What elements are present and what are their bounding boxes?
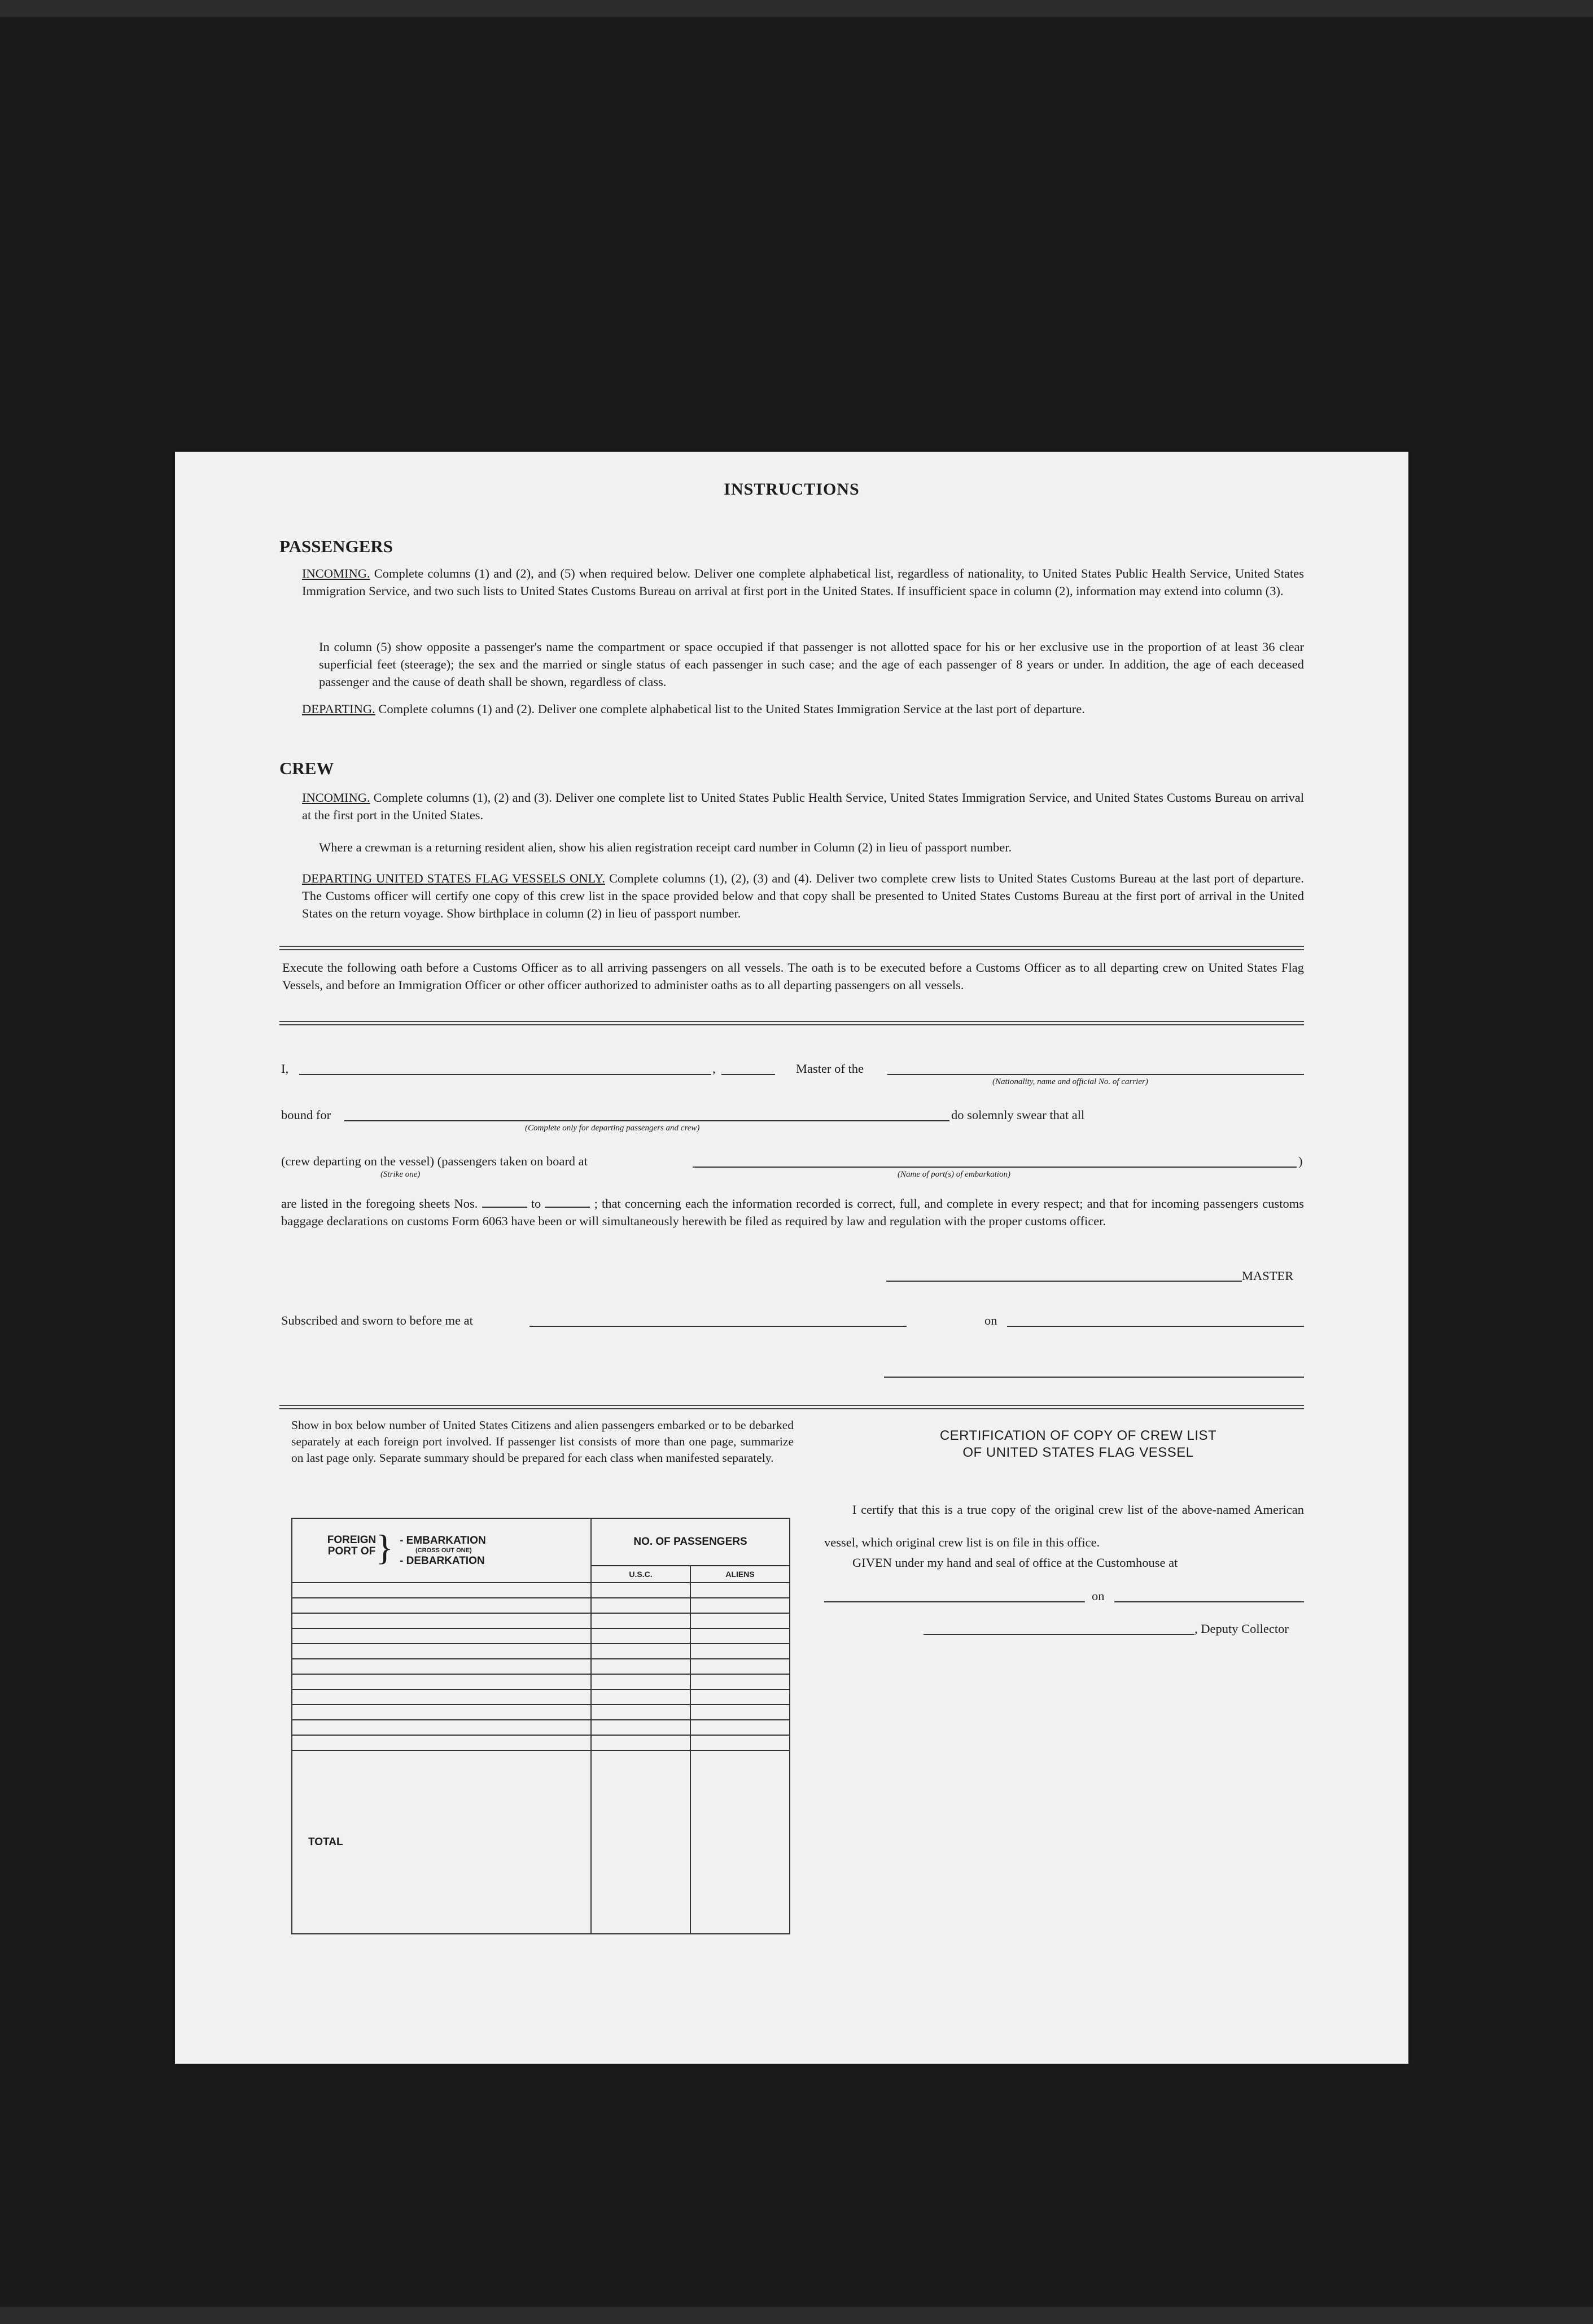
no-passengers-header: NO. OF PASSENGERS [591, 1518, 790, 1566]
crew-departing-label: DEPARTING UNITED STATES FLAG VESSELS ONLY. [302, 871, 606, 885]
page-title: INSTRUCTIONS [724, 480, 860, 499]
summary-row[interactable] [292, 1644, 790, 1659]
summary-row[interactable] [292, 1674, 790, 1689]
certification-text: I certify that this is a true copy of the original crew list of the above-named American vessel, which original crew list is on file in this office. [824, 1502, 1304, 1549]
master-name-field[interactable] [299, 1074, 711, 1075]
divider-3 [279, 1405, 1304, 1409]
summary-instructions: Show in box below number of United States Citizens and alien passengers embarked or to be debarked separately at each foreign port involved. If passenger list consists of more than one page, summarize on last page only. Separate summary should be prepared for each class when manifested separately. [291, 1418, 794, 1465]
debarkation-label: - DEBARKATION [400, 1555, 485, 1567]
listed-to: to [531, 1196, 541, 1211]
vessel-field[interactable] [887, 1074, 1304, 1075]
passengers-departing-label: DEPARTING. [302, 702, 375, 716]
bound-for-label: bound for [281, 1108, 331, 1122]
listed-text-a: are listed in the foregoing sheets Nos. [281, 1196, 478, 1211]
port-embarkation-field[interactable] [693, 1167, 1297, 1168]
port-header-cell [292, 1518, 591, 1583]
aliens-header: ALIENS [690, 1566, 790, 1583]
film-edge-bottom [0, 2307, 1593, 2324]
oath-i-label: I, [281, 1061, 289, 1076]
passengers-heading: PASSENGERS [279, 536, 393, 556]
oath-master-of: Master of the [796, 1061, 864, 1076]
passenger-summary-table [291, 1518, 790, 1934]
given-text: GIVEN under my hand and seal of office at the Customhouse at [852, 1556, 1178, 1570]
nationality-caption: (Nationality, name and official No. of carrier) [992, 1077, 1148, 1086]
crew-departing-text: Complete columns (1), (2), (3) and (4). Deliver two complete crew lists to United States Customs Bureau at the last port of departure. The Customs officer will certify one copy of this crew list in the space provided below and that copy shall be presented to United States Customs Bureau at the first port of arrival in the United States on the return voyage. Show birthplace in column (2) in lieu of passport number. [302, 871, 1304, 920]
passengers-incoming-text: Complete columns (1) and (2), and (5) when required below. Deliver one complete alphabetical list, regardless of nationality, to United States Public Health Service, United States Immigration Service, and two such lists to United States Customs Bureau on arrival at first port in the United States. If insufficient space in column (2), information may extend into column (3). [302, 566, 1305, 598]
deputy-collector-label: , Deputy Collector [1194, 1622, 1289, 1636]
certification-heading [796, 1427, 1360, 1461]
passengers-incoming-label: INCOMING. [302, 566, 370, 580]
sheet-from-field[interactable] [482, 1196, 527, 1208]
summary-row[interactable] [292, 1583, 790, 1598]
passengers-incoming-paragraph [302, 565, 1304, 600]
subscribed-place-field[interactable] [529, 1326, 907, 1327]
crew-departing-oath-text: (crew departing on the vessel) (passengers taken on board at [281, 1154, 588, 1168]
certification-date-field[interactable] [1114, 1601, 1304, 1602]
summary-row[interactable] [292, 1598, 790, 1613]
listed-text-b: ; that concerning each the information recorded is correct, full, and complete in every respect; and that for incoming passengers customs baggage declarations on customs Form 6063 have been or will simultaneously herewith be filed as required by law and regulation with the proper customs officer. [281, 1196, 1305, 1228]
summary-row[interactable] [292, 1705, 790, 1720]
total-row[interactable] [292, 1750, 790, 1934]
passengers-column5-paragraph: In column (5) show opposite a passenger's name the compartment or space occupied if that passenger is not allotted space for his or her exclusive use in the proportion of at least 36 clear superficial feet (steerage); the sex and the married or single status of each passenger in such case; and the age of each passenger of 8 years or under. In addition, the age of each deceased passenger and the cause of death shall be shown, regardless of class. [319, 640, 1304, 689]
divider-2 [279, 1021, 1304, 1025]
strike-one-caption: (Strike one) [380, 1170, 421, 1179]
summary-row[interactable] [292, 1720, 790, 1735]
oath-comma: , [712, 1061, 716, 1076]
port-caption: (Name of port(s) of embarkation) [898, 1170, 1010, 1179]
film-edge-top [0, 0, 1593, 17]
listed-paragraph [281, 1195, 1304, 1230]
divider-1 [279, 946, 1304, 950]
crew-incoming-label: INCOMING. [302, 790, 370, 805]
usc-header: U.S.C. [591, 1566, 690, 1583]
summary-row[interactable] [292, 1613, 790, 1628]
crew-incoming-text: Complete columns (1), (2) and (3). Deliver one complete list to United States Public Health Service, United States Immigration Service, and United States Customs Bureau on arrival at the first port in the United States. [302, 790, 1304, 822]
summary-row[interactable] [292, 1689, 790, 1705]
document-page [175, 452, 1408, 2064]
oath-instructions: Execute the following oath before a Customs Officer as to all arriving passengers on all vessels. The oath is to be executed before a Customs Officer as to all departing crew on United States Flag Vessels, and before an Immigration Officer or other officer authorized to administer oaths as to all departing passengers on all vessels. [282, 960, 1304, 992]
certification-on-label: on [1092, 1589, 1105, 1603]
crew-incoming-paragraph [302, 789, 1304, 824]
customhouse-field[interactable] [824, 1601, 1085, 1602]
passengers-departing-paragraph [302, 700, 1304, 718]
embarkation-label: - EMBARKATION [400, 1535, 486, 1547]
sheet-to-field[interactable] [545, 1196, 590, 1208]
crew-resident-paragraph: Where a crewman is a returning resident alien, show his alien registration receipt card number in Column (2) in lieu of passport number. [319, 840, 1012, 854]
subscribed-label: Subscribed and sworn to before me at [281, 1313, 473, 1327]
certification-heading-line1: CERTIFICATION OF COPY OF CREW LIST [939, 1428, 1217, 1443]
officer-signature-field[interactable] [884, 1377, 1304, 1378]
crew-departing-paragraph [302, 870, 1304, 922]
deputy-collector-signature-field[interactable] [924, 1634, 1194, 1635]
swear-text: do solemnly swear that all [951, 1108, 1085, 1122]
summary-row[interactable] [292, 1628, 790, 1644]
cross-out-label: (CROSS OUT ONE) [415, 1547, 472, 1554]
passengers-departing-text: Complete columns (1) and (2). Deliver one complete alphabetical list to the United States Immigration Service at the last port of departure. [378, 702, 1085, 716]
subscribed-date-field[interactable] [1007, 1326, 1304, 1327]
summary-row[interactable] [292, 1659, 790, 1674]
subscribed-on-label: on [984, 1313, 997, 1327]
master-signature-field[interactable] [886, 1281, 1242, 1282]
master-label: MASTER [1242, 1269, 1294, 1283]
brace-symbol: } [376, 1527, 393, 1567]
foreign-port-label: FOREIGN PORT OF [327, 1534, 377, 1557]
oath-blank-short[interactable] [721, 1074, 775, 1075]
complete-only-caption: (Complete only for departing passengers and crew) [525, 1124, 700, 1133]
certification-heading-line2: OF UNITED STATES FLAG VESSEL [962, 1445, 1194, 1460]
bound-for-field[interactable] [344, 1120, 949, 1121]
summary-row[interactable] [292, 1735, 790, 1750]
crew-heading: CREW [279, 758, 334, 778]
total-label: TOTAL [292, 1750, 591, 1934]
close-paren: ) [1298, 1154, 1303, 1168]
